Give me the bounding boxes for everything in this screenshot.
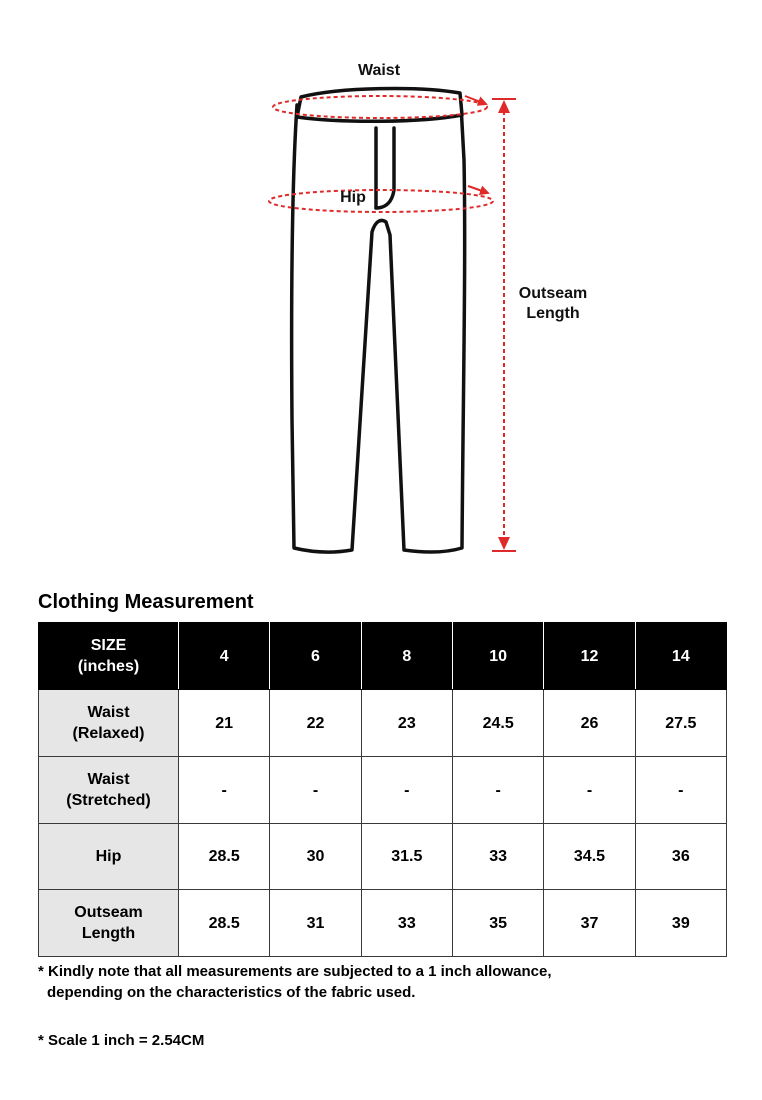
table-header-row xyxy=(39,623,727,690)
table-cell: - xyxy=(452,757,543,824)
row-label-line1: Waist xyxy=(87,704,130,721)
row-label-line1: Hip xyxy=(95,848,122,865)
row-label-line2: Length xyxy=(81,925,136,942)
row-label xyxy=(39,757,179,824)
table-row xyxy=(39,824,727,890)
row-label-line1: Outseam xyxy=(74,904,143,921)
table-row xyxy=(39,690,727,757)
size-header-line2: (inches) xyxy=(77,658,140,675)
table-cell: - xyxy=(361,757,452,824)
row-label-line2: (Relaxed) xyxy=(72,725,145,742)
size-col-header: 8 xyxy=(361,623,452,690)
allowance-note-line2: depending on the characteristics of the fabric used. xyxy=(47,984,416,1001)
outseam-label-line2: Length xyxy=(526,305,580,322)
section-title: Clothing Measurement xyxy=(38,591,254,613)
table-cell: 36 xyxy=(635,824,726,890)
table-cell: 21 xyxy=(179,690,270,757)
table-cell: 30 xyxy=(270,824,361,890)
scale-note: * Scale 1 inch = 2.54CM xyxy=(38,1032,205,1049)
hip-label: Hip xyxy=(340,189,366,206)
size-col-header: 6 xyxy=(270,623,361,690)
table-cell: 23 xyxy=(361,690,452,757)
table-cell: 37 xyxy=(544,890,635,957)
table-cell: - xyxy=(179,757,270,824)
table-cell: 27.5 xyxy=(635,690,726,757)
allowance-note-line1: * Kindly note that all measurements are subjected to a 1 inch allowance, xyxy=(38,963,552,980)
row-label-line1: Waist xyxy=(87,771,130,788)
row-label xyxy=(39,690,179,757)
size-col-header: 4 xyxy=(179,623,270,690)
table-cell: 26 xyxy=(544,690,635,757)
row-label-line2: (Stretched) xyxy=(66,792,151,809)
table-cell: 33 xyxy=(361,890,452,957)
size-header-cell xyxy=(39,623,179,690)
row-label xyxy=(39,824,179,890)
waist-label: Waist xyxy=(357,62,401,79)
table-row xyxy=(39,890,727,957)
table-cell: - xyxy=(270,757,361,824)
table-cell: 31 xyxy=(270,890,361,957)
size-col-header: 14 xyxy=(635,623,726,690)
table-row xyxy=(39,757,727,824)
size-header-line1: SIZE xyxy=(90,637,127,654)
table-cell: - xyxy=(544,757,635,824)
table-cell: 28.5 xyxy=(179,824,270,890)
size-col-header: 10 xyxy=(452,623,543,690)
row-label xyxy=(39,890,179,957)
table-cell: 35 xyxy=(452,890,543,957)
size-col-header: 12 xyxy=(544,623,635,690)
table-cell: 24.5 xyxy=(452,690,543,757)
table-cell: 31.5 xyxy=(361,824,452,890)
allowance-note xyxy=(38,961,552,1003)
table-cell: 34.5 xyxy=(544,824,635,890)
table-cell: 28.5 xyxy=(179,890,270,957)
table-cell: 22 xyxy=(270,690,361,757)
pants-outline xyxy=(292,88,465,552)
outseam-label-line1: Outseam xyxy=(518,285,588,302)
outseam-length-arrow xyxy=(492,99,516,551)
table-cell: 39 xyxy=(635,890,726,957)
size-chart-table xyxy=(38,622,727,957)
table-cell: 33 xyxy=(452,824,543,890)
table-cell: - xyxy=(635,757,726,824)
